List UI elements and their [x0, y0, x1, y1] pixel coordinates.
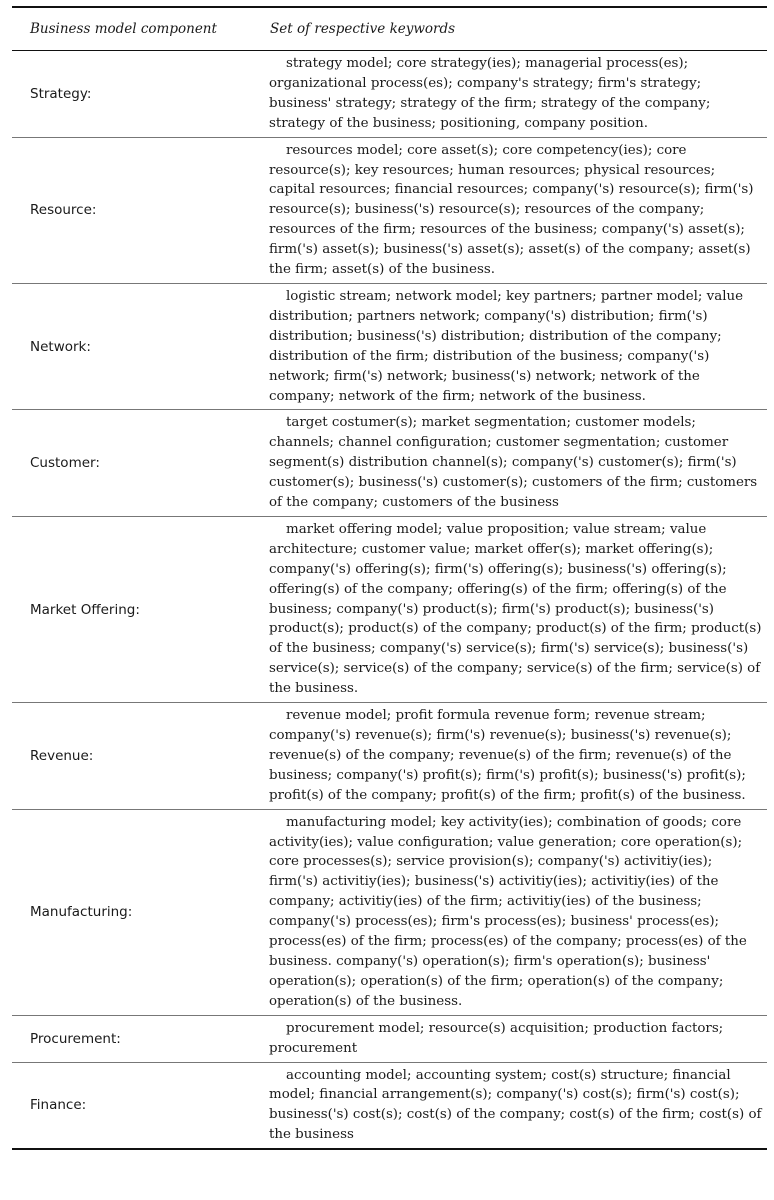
keywords-cell: revenue model; profit formula revenue form; revenue stream; company('s) revenue(s); firm('s) revenue(s); business('s) revenue(s); revenue(s) of the company; revenue(s) of the firm; revenue(s) of the business; company('s) profit(s); firm('s) profit(s); business('s) profit(s); profit(s) of the company; profit(s) of the firm; profit(s) of the business. — [269, 708, 746, 803]
table-row — [12, 283, 767, 409]
table-row — [12, 137, 767, 283]
table-row — [12, 1062, 767, 1149]
component-cell: Network: — [30, 338, 91, 355]
component-cell: Manufacturing: — [30, 904, 133, 921]
table-row — [12, 516, 767, 702]
keywords-cell: strategy model; core strategy(ies); managerial process(es); organizational process(es); company's strategy; firm's strategy; business' strategy; strategy of the firm; strategy of the company; strategy of the business; positioning, company position. — [269, 56, 711, 131]
component-cell: Customer: — [30, 455, 100, 472]
table-row — [12, 409, 767, 516]
component-cell: Strategy: — [30, 85, 92, 102]
table-header — [12, 8, 767, 50]
table-body — [12, 51, 767, 1148]
keywords-table — [12, 6, 767, 1150]
table-row — [12, 702, 767, 809]
table-row — [12, 809, 767, 1015]
keywords-cell: procurement model; resource(s) acquisition; production factors; procurement — [269, 1020, 724, 1056]
keywords-cell: target costumer(s); market segmentation; customer models; channels; channel configuration; customer segmentation; customer segment(s) distribution channel(s); company('s) customer(s); firm('s) customer(s); business('s) customer(s); customers of the firm; customers of the company; customers of the business — [269, 415, 758, 511]
component-cell: Market Offering: — [30, 601, 140, 618]
header-component: Business model component — [30, 21, 217, 37]
component-cell: Finance: — [30, 1097, 87, 1114]
component-cell: Resource: — [30, 202, 97, 219]
keywords-cell: resources model; core asset(s); core competency(ies); core resource(s); key resources; human resources; physical resources; capital resources; financial resources; company('s) resource(s); firm('s) resource(s); business('s) resource(s); resources of the company; resources of the firm; resources of the business; company('s) asset(s); firm('s) asset(s); business('s) asset(s); asset(s) of the company; asset(s) the firm; asset(s) of the business. — [269, 142, 754, 278]
table-bottom-rule — [12, 1148, 767, 1150]
keywords-cell: logistic stream; network model; key partners; partner model; value distribution; partners network; company('s) distribution; firm('s) distribution; business('s) distribution; distribution of the company; distribution of the firm; distribution of the business; company('s) network; firm('s) network; business('s) network; network of the company; network of the firm; network of the business. — [269, 288, 744, 404]
component-cell: Revenue: — [30, 747, 94, 764]
component-cell: Procurement: — [30, 1030, 121, 1047]
table-row — [12, 51, 767, 137]
header-keywords: Set of respective keywords — [270, 21, 456, 37]
keywords-cell: accounting model; accounting system; cost(s) structure; financial model; financial arrangement(s); company('s) cost(s); firm('s) cost(s); business('s) cost(s); cost(s) of the company; cost(s) of the firm; cost(s) of the business — [269, 1067, 762, 1143]
keywords-cell: market offering model; value proposition; value stream; value architecture; customer value; market offer(s); market offering(s); company('s) offering(s); firm('s) offering(s); business('s) offering(s); offering(s) of the company; offering(s) of the firm; offering(s) of the business; company('s) product(s); firm('s) product(s); business('s) product(s); product(s) of the company; product(s) of the firm; product(s) of the business; company('s) service(s); firm('s) service(s); business('s) service(s); service(s) of the company; service(s) of the firm; service(s) of the business. — [269, 521, 762, 697]
keywords-cell: manufacturing model; key activity(ies); combination of goods; core activity(ies); value configuration; value generation; core operation(s); core processes(s); service provision(s); company('s) activitiy(ies); firm('s) activitiy(ies); business('s) activitiy(ies); activitiy(ies) of the company; activitiy(ies) of the firm; activitiy(ies) of the business; company('s) process(es); firm's process(es); business' process(es); process(es) of the firm; process(es) of the company; process(es) of the business. company('s) operation(s); firm's operation(s); business' operation(s); operation(s) of the firm; operation(s) of the company; operation(s) of the business. — [269, 814, 747, 1009]
table-row — [12, 1015, 767, 1062]
